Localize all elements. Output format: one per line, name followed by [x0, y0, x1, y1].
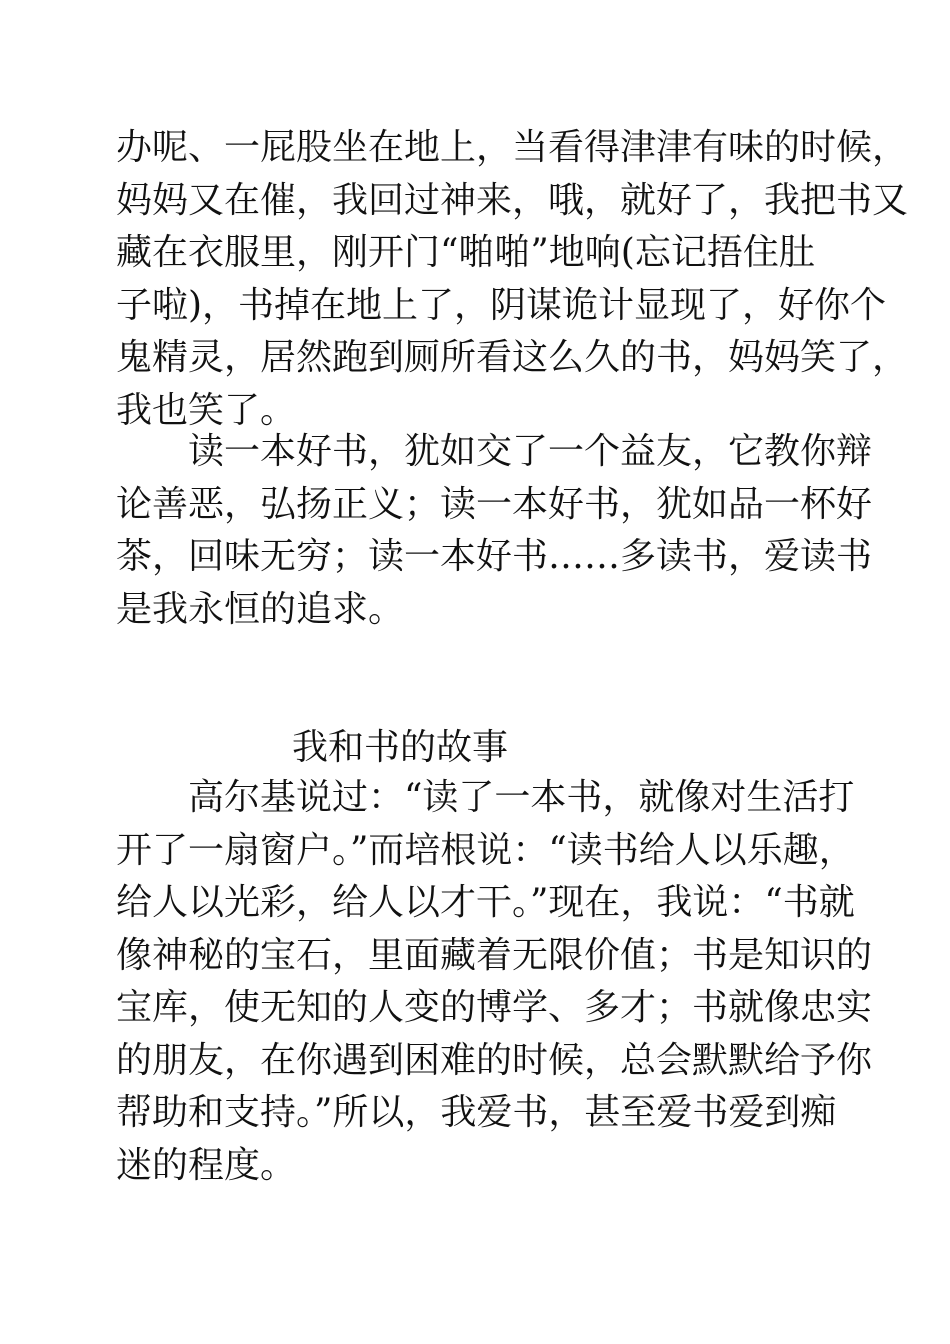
paragraph-3-line: 迷的程度。 [116, 1144, 297, 1186]
paragraph-2-line: 读一本好书，犹如交了一个益友，它教你辩 [188, 431, 873, 472]
paragraph-1-line: 藏在衣服里，刚开门“啪啪”地响(忘记捂住肚 [116, 232, 815, 273]
paragraph-2-line: 茶，回味无穷；读一本好书……多读书，爱读书 [116, 536, 873, 577]
paragraph-1-line: 我也笑了。 [116, 389, 297, 431]
paragraph-3 [116, 772, 873, 1192]
paragraph-3-line: 给人以光彩，给人以才干。”现在，我说：“书就 [116, 882, 855, 923]
paragraph-2-line: 是我永恒的追求。 [116, 588, 405, 630]
paragraph-3-line: 宝库，使无知的人变的博学、多才；书就像忠实 [116, 987, 873, 1028]
paragraph-3-line: 高尔基说过：“读了一本书，就像对生活打 [188, 777, 855, 818]
paragraph-1-line: 鬼精灵，居然跑到厕所看这么久的书，妈妈笑了， [116, 337, 909, 378]
paragraph-3-line: 帮助和支持。”所以，我爱书，甚至爱书爱到痴 [116, 1092, 837, 1133]
paragraph-2-line: 论善恶，弘扬正义；读一本好书，犹如品一杯好 [116, 483, 873, 525]
paragraph-3-line: 的朋友，在你遇到困难的时候，总会默默给予你 [116, 1039, 873, 1081]
paragraph-3-line: 像神秘的宝石，里面藏着无限价值；书是知识的 [116, 934, 873, 976]
paragraph-1-line: 妈妈又在催，我回过神来，哦，就好了，我把书又 [116, 179, 909, 221]
paragraph-2 [116, 426, 873, 636]
article-title: 我和书的故事 [292, 727, 509, 768]
paragraph-1-line: 子啦)，书掉在地上了，阴谋诡计显现了，好你个 [116, 284, 887, 326]
paragraph-3-line: 开了一扇窗户。”而培根说：“读书给人以乐趣， [116, 829, 855, 871]
paragraph-1-line: 办呢、一屁股坐在地上，当看得津津有味的时候， [116, 127, 909, 168]
paragraph-1 [116, 122, 909, 437]
